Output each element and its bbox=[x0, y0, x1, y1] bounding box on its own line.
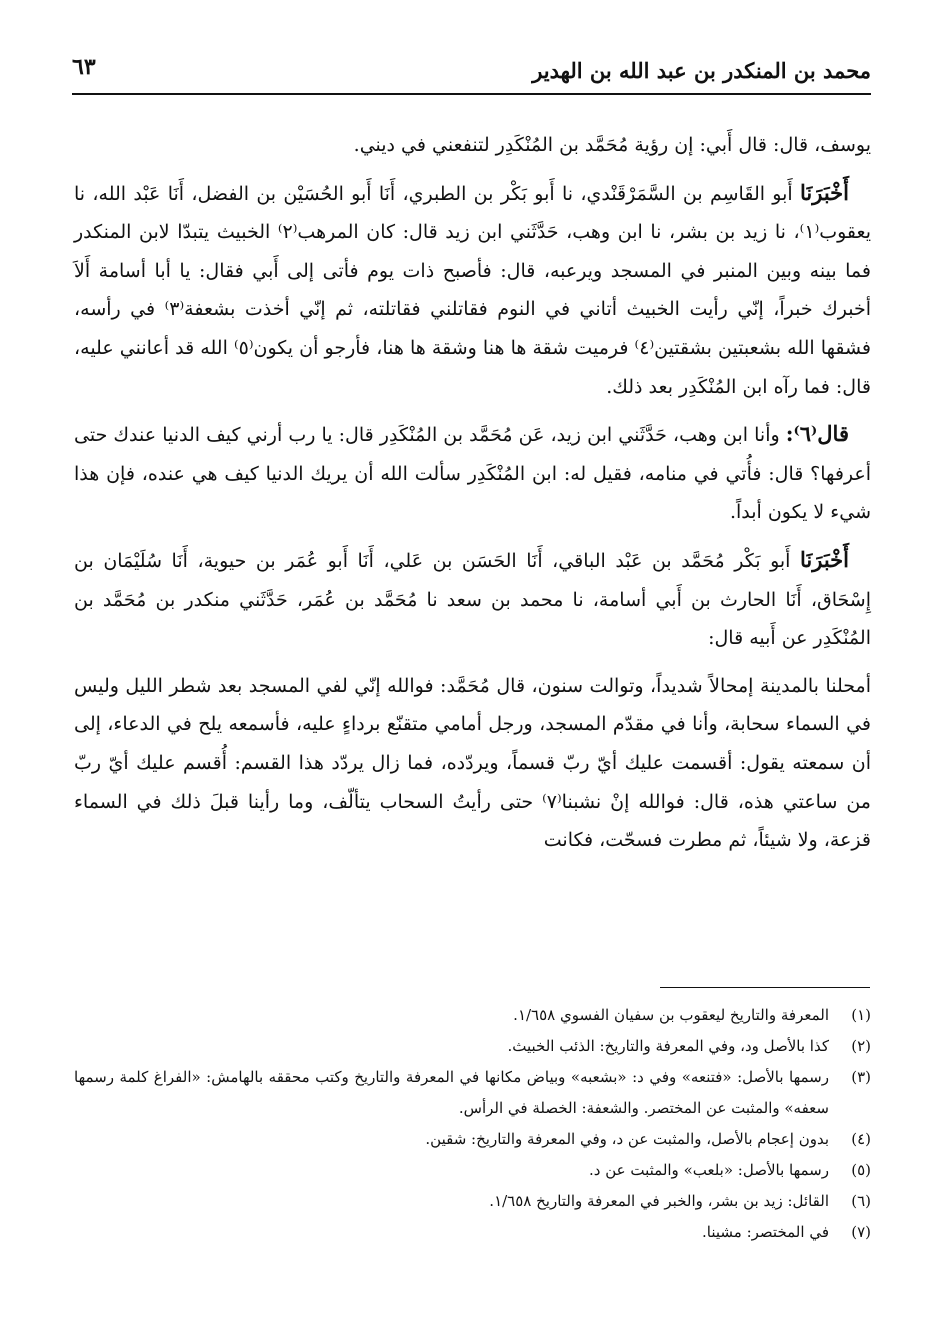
footnote-number: (٣) bbox=[851, 1068, 871, 1086]
footnote-number: (٦) bbox=[851, 1192, 871, 1210]
paragraph-2-text: أَبو القَاسِم بن السَّمَرْقَنْدي، نا أَبو بَكْر بن الطبري، أَنَا أَبو الحُسَيْن بن الفضل، أَنَا عَبْد الله، نا يعقوب⁽١⁾، نا زيد بن بشر، نا ابن وهب، حَدَّثَني ابن زيد قال: كان المرهب⁽٢⁾ الخبيث يتبدّا لابن المنكدر فما بينه وبين المنبر في المسجد ويرعبه، قال: فأصبح ذات يوم فأتى إلى أَبي فقال: يا أبا أسامة أَلاَ أخبرك خبراً، إنّي رأيت الخبيث أتاني في النوم فقاتلني فقاتلته، ثم إنّي أخذت بشعفة⁽٣⁾ في رأسه، فشقها الله بشعبتين بشقتين⁽٤⁾ فرميت شقة ها هنا وشقة ها هنا، فأرجو أن يكون⁽٥⁾ الله قد أعانني عليه، قال: فما رآه ابن المُنْكَدِر بعد ذلك. bbox=[74, 182, 871, 398]
footnote-item bbox=[74, 1062, 871, 1124]
footnote-text: في المختصر: مشينا. bbox=[702, 1223, 829, 1241]
footnote-text: المعرفة والتاريخ ليعقوب بن سفيان الفسوي ١/٦٥٨. bbox=[513, 1006, 829, 1024]
footnotes bbox=[74, 1000, 871, 1248]
paragraph-3-lead: قال⁽٦⁾: bbox=[785, 421, 849, 447]
paragraph-5 bbox=[74, 667, 871, 860]
paragraph-4-lead: أَخْبَرَنَا bbox=[800, 546, 849, 572]
footnote-text: بدون إعجام بالأصل، والمثبت عن د، وفي المعرفة والتاريخ: شقين. bbox=[425, 1130, 829, 1148]
footnote-divider bbox=[660, 987, 870, 988]
main-text bbox=[74, 126, 871, 869]
paragraph-4-text: أَبو بَكْر مُحَمَّد بن عَبْد الباقي، أَنَا الحَسَن بن عَلي، أَنَا أَبو عُمَر بن حيوية، أَنَا سُلَيْمَان بن إِسْحَاق، أَنَا الحارث بن أَبي أسامة، نا محمد بن سعد نا مُحَمَّد بن عُمَر، حَدَّثَني منكدر بن مُحَمَّد بن المُنْكَدِر عن أَبيه قال: bbox=[74, 549, 871, 650]
footnote-item bbox=[74, 1124, 871, 1155]
footnote-number: (٥) bbox=[851, 1161, 871, 1179]
paragraph-5-text: أمحلنا بالمدينة إمحالاً شديداً، وتوالت سنون، قال مُحَمَّد: فوالله إنّي لفي المسجد بعد شطر الليل وليس في السماء سحابة، وأنا في مقدّم المسجد، ورجل أمامي متقنّع برداءٍ عليه، فأسمعه يلح في الدعاء، إلى أن سمعته يقول: أقسمت عليك أيّ ربّ قسماً، ويردّده، فما زال يردّد هذا القسم: أُقسم عليك أيّ ربّ من ساعتي هذه، قال: فوالله إنْ نشبنا⁽٧⁾ حتى رأيتُ السحاب يتألّف، وما رأينا قبلَ ذلك في السماء قزعة، ولا شيئاً، ثم مطرت فسحّت، فكانت bbox=[74, 674, 871, 852]
footnote-item bbox=[74, 1031, 871, 1062]
running-header bbox=[72, 52, 871, 92]
footnote-number: (٢) bbox=[851, 1037, 871, 1055]
footnote-text: رسمها بالأصل: «فتنعه» وفي د: «بشعبه» وبياض مكانها في المعرفة والتاريخ وكتب محققه بالهامش: «الفراغ كلمة رسمها سعفه» والمثبت عن المختصر. والشعفة: الخصلة في الرأس. bbox=[74, 1068, 829, 1117]
footnote-number: (٧) bbox=[851, 1223, 871, 1241]
header-divider bbox=[72, 93, 871, 95]
footnote-item bbox=[74, 1186, 871, 1217]
footnote-text: رسمها بالأصل: «بلعب» والمثبت عن د. bbox=[589, 1161, 829, 1179]
footnote-number: (١) bbox=[851, 1006, 871, 1024]
page-number: ٦٣ bbox=[72, 54, 96, 80]
paragraph-3-text: وأنا ابن وهب، حَدَّثَني ابن زيد، عَن مُحَمَّد بن المُنْكَدِر قال: يا رب أرني كيف الدنيا عندك حتى أعرفها؟ قال: فأُتي في منامه، فقيل له: ابن المُنْكَدِر سألت الله أن يريك الدنيا كيف هي عنده، فإن هذا شيء لا يكون أبداً. bbox=[74, 424, 871, 524]
footnote-item bbox=[74, 1217, 871, 1248]
paragraph-3 bbox=[74, 415, 871, 532]
paragraph-4 bbox=[74, 541, 871, 658]
footnote-item bbox=[74, 1155, 871, 1186]
footnote-text: كذا بالأصل ود، وفي المعرفة والتاريخ: الذئب الخبيث. bbox=[507, 1037, 829, 1055]
footnote-number: (٤) bbox=[851, 1130, 871, 1148]
footnote-text: القائل: زيد بن بشر، والخبر في المعرفة والتاريخ ١/٦٥٨. bbox=[489, 1192, 829, 1210]
footnote-item bbox=[74, 1000, 871, 1031]
paragraph-1 bbox=[74, 126, 871, 165]
paragraph-1-text: يوسف، قال: قال أَبي: إن رؤية مُحَمَّد بن المُنْكَدِر لتنفعني في ديني. bbox=[353, 134, 871, 156]
paragraph-2 bbox=[74, 174, 871, 407]
paragraph-2-lead: أَخْبَرَنَا bbox=[800, 179, 849, 205]
running-title: محمد بن المنكدر بن عبد الله بن الهدير bbox=[532, 58, 871, 83]
